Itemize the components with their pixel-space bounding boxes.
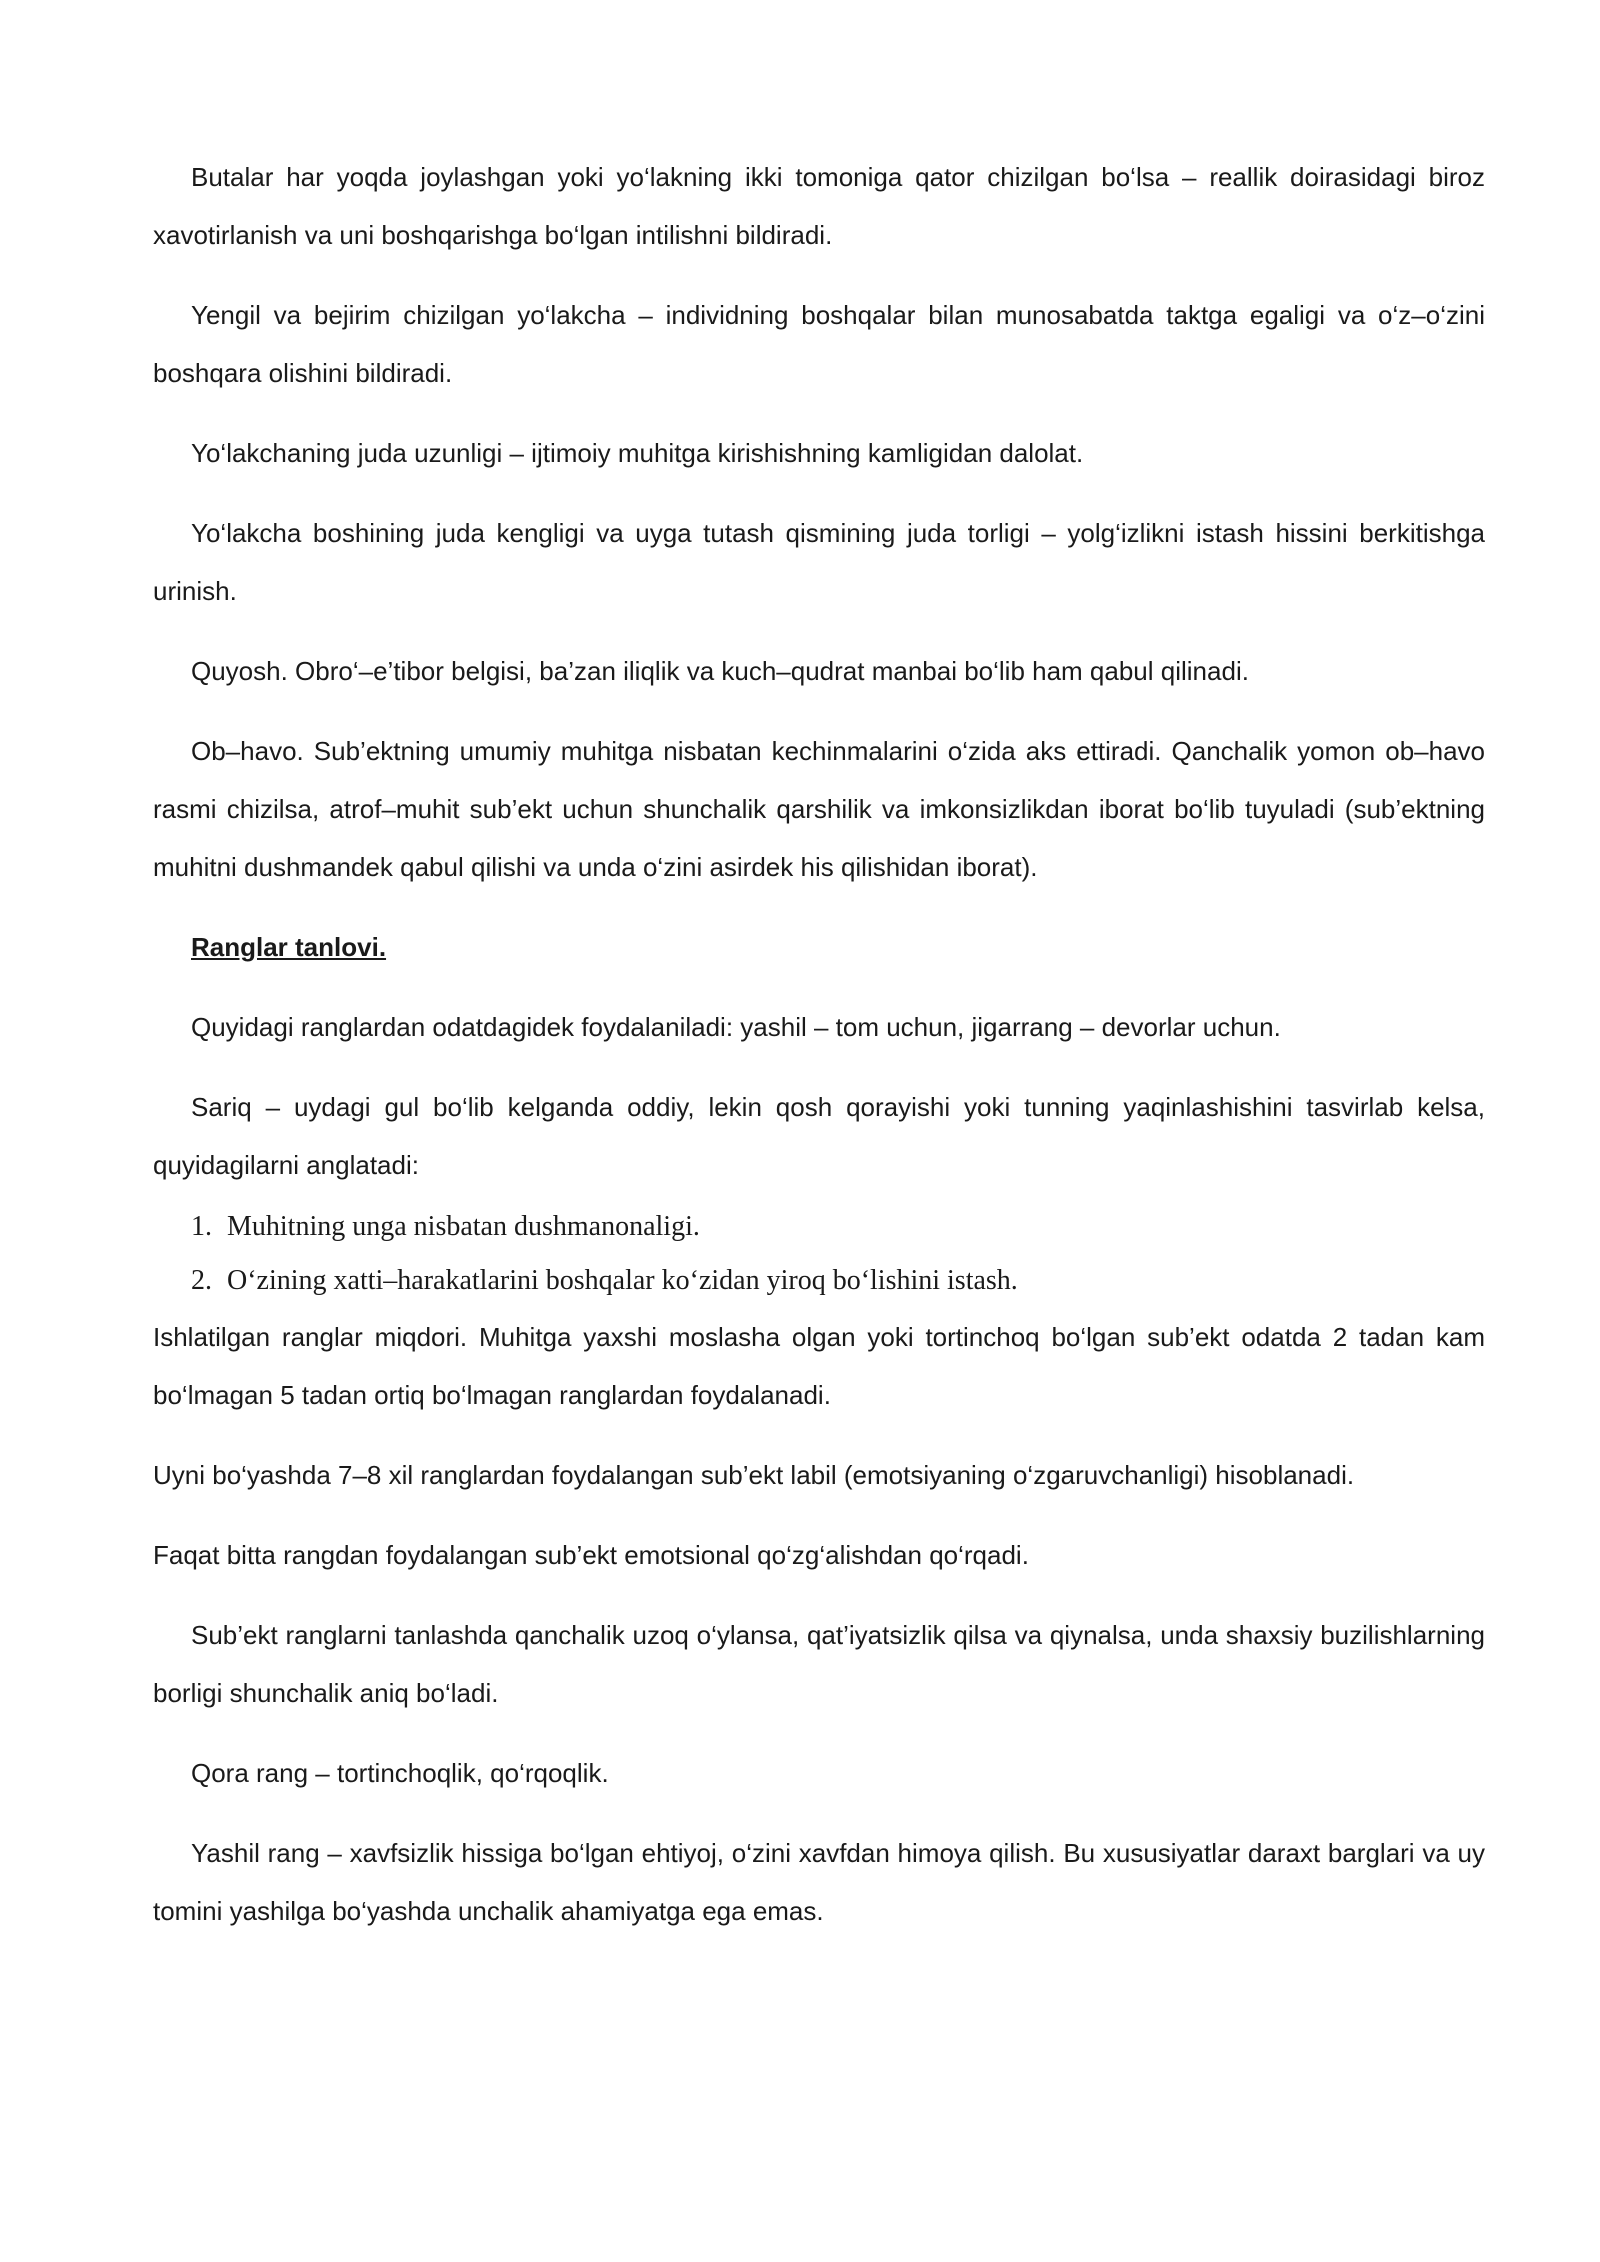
document-body	[153, 148, 1485, 1962]
paragraph-path-width: Yo‘lakcha boshining juda kengligi va uyga tutash qismining juda torligi – yolg‘izlikni istash hissini berkitishga urinish.	[153, 518, 1485, 606]
list-item-text: Muhitning unga nisbatan dushmanonaligi.	[227, 1211, 700, 1242]
paragraph-single-color: Faqat bitta rangdan foydalangan sub’ekt emotsional qo‘zg‘alishdan qo‘rqadi.	[153, 1540, 1029, 1570]
paragraph-color-count: Ishlatilgan ranglar miqdori. Muhitga yaxshi moslasha olgan yoki tortinchoq bo‘lgan sub’ekt odatda 2 tadan kam bo‘lmagan 5 tadan ortiq bo‘lmagan ranglardan foydalanadi.	[153, 1322, 1485, 1410]
list-item	[153, 1254, 1485, 1308]
paragraph-long-path: Yo‘lakchaning juda uzunligi – ijtimoiy muhitga kirishishning kamligidan dalolat.	[191, 438, 1084, 468]
numbered-list	[153, 1200, 1485, 1308]
paragraph-sun: Quyosh. Obro‘–e’tibor belgisi, ba’zan iliqlik va kuch–qudrat manbai bo‘lib ham qabul qilinadi.	[191, 656, 1249, 686]
list-number: 2.	[191, 1265, 212, 1296]
paragraph-usual-colors: Quyidagi ranglardan odatdagidek foydalaniladi: yashil – tom uchun, jigarrang – devorlar uchun.	[191, 1012, 1281, 1042]
paragraph-weather: Ob–havo. Sub’ektning umumiy muhitga nisbatan kechinmalarini o‘zida aks ettiradi. Qanchalik yomon ob–havo rasmi chizilsa, atrof–muhit sub’ekt uchun shunchalik qarshilik va imkonsizlikdan iborat bo‘lib tuyuladi (sub’ektning muhitni dushmandek qabul qilishi va unda o‘zini asirdek his qilishidan iborat).	[153, 736, 1485, 882]
paragraph-labile: Uyni bo‘yashda 7–8 xil ranglardan foydalangan sub’ekt labil (emotsiyaning o‘zgaruvchanligi) hisoblanadi.	[153, 1460, 1355, 1490]
list-item-text: O‘zining xatti–harakatlarini boshqalar ko‘zidan yiroq bo‘lishini istash.	[227, 1265, 1018, 1296]
paragraph-indecision: Sub’ekt ranglarni tanlashda qanchalik uzoq o‘ylansa, qat’iyatsizlik qilsa va qiynalsa, unda shaxsiy buzilishlarning borligi shunchalik aniq bo‘ladi.	[153, 1620, 1485, 1708]
paragraph-light-path: Yengil va bejirim chizilgan yo‘lakcha – individning boshqalar bilan munosabatda taktga egaligi va o‘z–o‘zini boshqara olishini bildiradi.	[153, 300, 1485, 388]
paragraph-black: Qora rang – tortinchoqlik, qo‘rqoqlik.	[191, 1758, 609, 1788]
paragraph-bushes: Butalar har yoqda joylashgan yoki yo‘lakning ikki tomoniga qator chizilgan bo‘lsa – reallik doirasidagi biroz xavotirlanish va uni boshqarishga bo‘lgan intilishni bildiradi.	[153, 162, 1485, 250]
paragraph-yellow: Sariq – uydagi gul bo‘lib kelganda oddiy, lekin qosh qorayishi yoki tunning yaqinlashishini tasvirlab kelsa, quyidagilarni anglatadi:	[153, 1092, 1485, 1180]
list-number: 1.	[191, 1211, 212, 1242]
paragraph-green: Yashil rang – xavfsizlik hissiga bo‘lgan ehtiyoj, o‘zini xavfdan himoya qilish. Bu xususiyatlar daraxt barglari va uy tomini yashilga bo‘yashda unchalik ahamiyatga ega emas.	[153, 1838, 1485, 1926]
list-item	[153, 1200, 1485, 1254]
section-heading-colors: Ranglar tanlovi.	[191, 932, 387, 962]
